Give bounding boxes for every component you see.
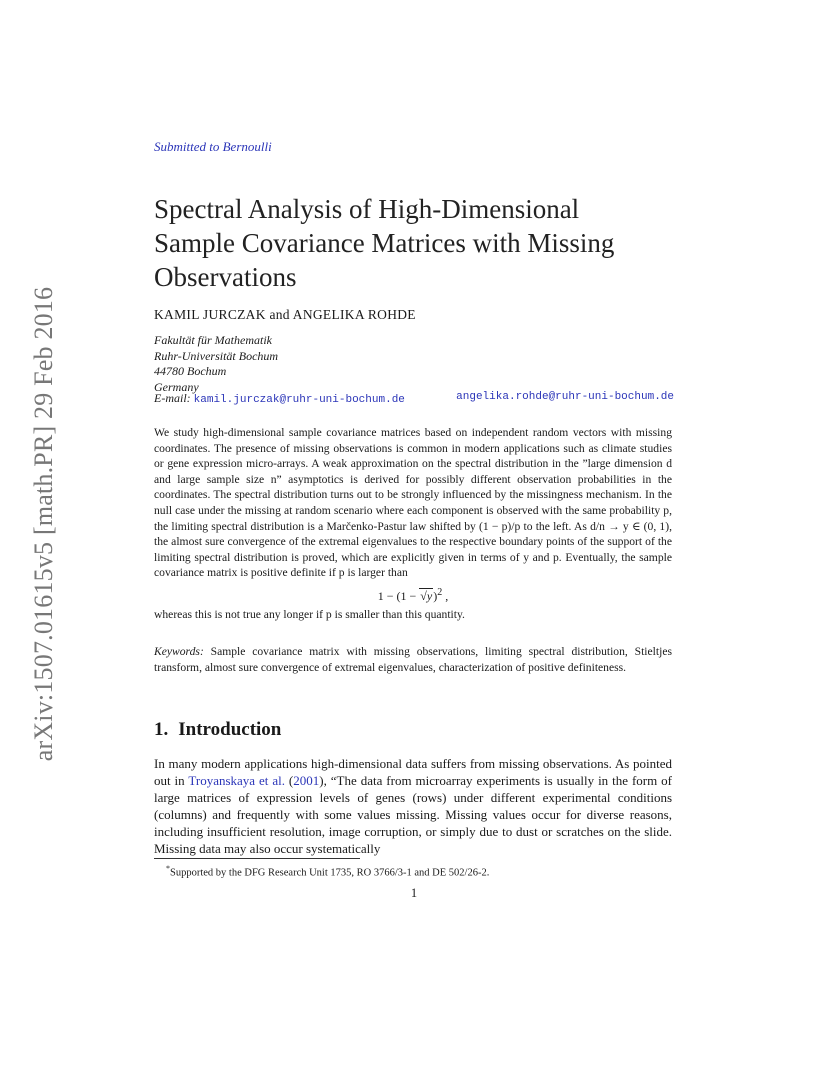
footnote-mark: * — [166, 864, 170, 873]
affiliation-line-4: Germany — [154, 379, 199, 394]
introduction-paragraph: In many modern applications high-dimensional data suffers from missing observations. As pointed out in Troyanskaya et al. (2001), “The data from microarray experiments is usually in the form of large matrices of expression levels of genes (rows) under different experimental conditions (columns) and frequently with some values missing. Missing values occur for diverse reasons, including insufficient resolution, image corruption, or simply due to dust or scratches on the slide. Missing data may also occur systematically — [154, 756, 672, 856]
formula-exponent: 2 — [437, 586, 443, 598]
abstract — [154, 425, 672, 622]
email-label: E-mail: — [154, 391, 191, 405]
email-link-jurczak[interactable]: kamil.jurczak@ruhr-uni-bochum.de — [193, 394, 405, 406]
intro-text-after: , “The data from microarray experiments is usually in the form of large matrices of expression levels of genes (rows) under different experimental conditions (columns) and frequently with some values missing. Missing values occur for diverse reasons, including insufficient resolution, image corruption, or simply due to dust or scratches on the slide. Missing data may also occur systematically — [154, 773, 672, 856]
title-line-3: Observations — [154, 262, 297, 292]
footnote-text: Supported by the DFG Research Unit 1735, RO 3766/3-1 and DE 502/26-2. — [170, 867, 490, 879]
formula-sqrt: √y — [420, 588, 433, 603]
section-heading-introduction — [154, 719, 281, 741]
title-line-2: Sample Covariance Matrices with Missing — [154, 228, 615, 258]
abstract-text-end: whereas this is not true any longer if p is smaller than this quantity. — [154, 607, 465, 621]
affiliation-block — [154, 333, 278, 395]
formula-end: , — [442, 588, 449, 603]
formula-right: ) — [433, 588, 438, 603]
affiliation-line-2: Ruhr-Universität Bochum — [154, 348, 279, 363]
abstract-text-main: We study high-dimensional sample covariance matrices based on independent random vectors with missing coordinates. The presence of missing observations is common in modern applications such as climate studies or gene expression micro-arrays. A weak approximation on the spectral distribution in the ”large dimension d and large sample size n” asymptotics is derived for possibly different observation probabilities in the coordinates. The spectral distribution turns out to be strongly influenced by the missingness mechanism. In the null case under the missing at random scenario where each component is observed with the same probability p, the limiting spectral distribution is a Marčenko-Pastur law shifted by (1 − p)/p to the left. As d/n → y ∈ (0, 1), the almost sure convergence of the extremal eigenvalues to the respective boundary points of the support of the limiting spectral distribution is proved, which are explicitly given in terms of y and p. Eventually, the sample covariance matrix is positive definite if p is larger than — [154, 426, 672, 580]
author-names: KAMIL JURCZAK and ANGELIKA ROHDE — [154, 307, 416, 322]
formula-sqrt-arg: y — [426, 588, 433, 603]
keywords-text: Sample covariance matrix with missing observations, limiting spectral distribution, Stieltjes transform, almost sure convergence of extremal eigenvalues, characterization of positive definiteness. — [154, 645, 672, 674]
footnote — [166, 864, 489, 879]
section-number: 1. — [154, 719, 169, 740]
paper-title — [154, 192, 714, 294]
footnote-divider — [154, 858, 360, 859]
keywords-label: Keywords: — [154, 645, 204, 658]
formula-left: 1 − (1 − — [377, 588, 420, 603]
submitted-to-journal: Submitted to Bernoulli — [154, 139, 272, 154]
abstract-formula — [154, 585, 672, 605]
citation-link-author[interactable]: Troyanskaya et al. — [188, 773, 285, 788]
section-title: Introduction — [178, 719, 282, 740]
citation-link-year[interactable]: 2001 — [293, 773, 320, 788]
affiliation-line-1: Fakultät für Mathematik — [154, 333, 272, 347]
affiliation-line-3: 44780 Bochum — [154, 364, 227, 378]
title-line-1: Spectral Analysis of High-Dimensional — [154, 194, 580, 224]
intro-text-before: In many modern applications high-dimensional data suffers from missing observations. As pointed out in — [154, 756, 672, 788]
arxiv-identifier: arXiv:1507.01615v5 [math.PR] 29 Feb 2016 — [29, 286, 58, 762]
email-link-rohde[interactable]: angelika.rohde@ruhr-uni-bochum.de — [456, 391, 674, 403]
keywords — [154, 644, 672, 675]
page-number: 1 — [410, 886, 418, 900]
email-row — [154, 391, 674, 406]
